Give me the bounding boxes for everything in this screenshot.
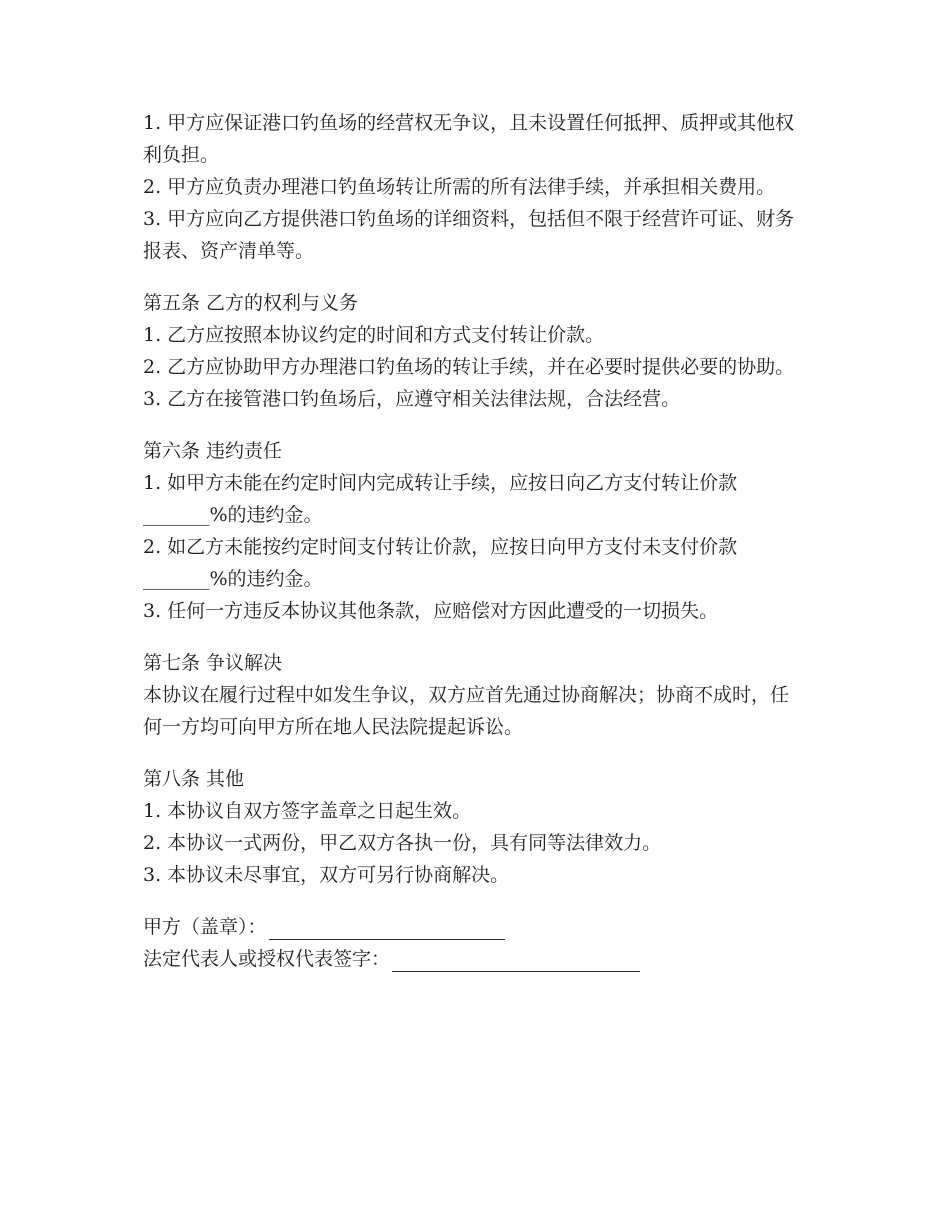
article-6-section <box>143 435 807 627</box>
representative-signature-line <box>143 943 807 975</box>
document-page <box>143 0 807 1230</box>
article-5-item-3: 3. 乙方在接管港口钓鱼场后，应遵守相关法律法规，合法经营。 <box>143 388 681 410</box>
party-a-seal-blank[interactable] <box>269 917 505 940</box>
party-a-seal-label: 甲方（盖章）： <box>143 916 267 938</box>
article-7-section <box>143 647 807 743</box>
article-6-item-2: 2. 如乙方未能按约定时间支付转让价款，应按日向甲方支付未支付价款_______%的违约金。 <box>143 536 738 590</box>
party-a-item-2: 2. 甲方应负责办理港口钓鱼场转让所需的所有法律手续，并承担相关费用。 <box>143 176 776 198</box>
representative-signature-label: 法定代表人或授权代表签字： <box>143 948 391 970</box>
article-7-text: 本协议在履行过程中如发生争议，双方应首先通过协商解决；协商不成时，任何一方均可向甲方所在地人民法院提起诉讼。 <box>143 684 790 738</box>
article-8-title: 第八条 其他 <box>143 768 245 790</box>
article-6-title: 第六条 违约责任 <box>143 440 283 462</box>
party-a-item-3: 3. 甲方应向乙方提供港口钓鱼场的详细资料，包括但不限于经营许可证、财务报表、资产清单等。 <box>143 208 795 262</box>
article-5-section <box>143 287 807 415</box>
article-8-section <box>143 763 807 891</box>
party-a-seal-line <box>143 911 807 943</box>
party-a-obligations-section <box>143 107 807 267</box>
article-7-title: 第七条 争议解决 <box>143 652 283 674</box>
top-margin <box>143 0 807 107</box>
article-6-item-1: 1. 如甲方未能在约定时间内完成转让手续，应按日向乙方支付转让价款_______%的违约金。 <box>143 472 738 526</box>
representative-signature-blank[interactable] <box>392 949 640 972</box>
party-a-item-1: 1. 甲方应保证港口钓鱼场的经营权无争议，且未设置任何抵押、质押或其他权利负担。 <box>143 112 795 166</box>
article-8-item-2: 2. 本协议一式两份，甲乙双方各执一份，具有同等法律效力。 <box>143 832 662 854</box>
article-8-item-1: 1. 本协议自双方签字盖章之日起生效。 <box>143 800 472 822</box>
article-6-item-3: 3. 任何一方违反本协议其他条款，应赔偿对方因此遭受的一切损失。 <box>143 600 719 622</box>
article-5-title: 第五条 乙方的权利与义务 <box>143 292 359 314</box>
signature-block <box>143 911 807 975</box>
article-5-item-2: 2. 乙方应协助甲方办理港口钓鱼场的转让手续，并在必要时提供必要的协助。 <box>143 356 795 378</box>
article-5-item-1: 1. 乙方应按照本协议约定的时间和方式支付转让价款。 <box>143 324 605 346</box>
article-8-item-3: 3. 本协议未尽事宜，双方可另行协商解决。 <box>143 864 510 886</box>
